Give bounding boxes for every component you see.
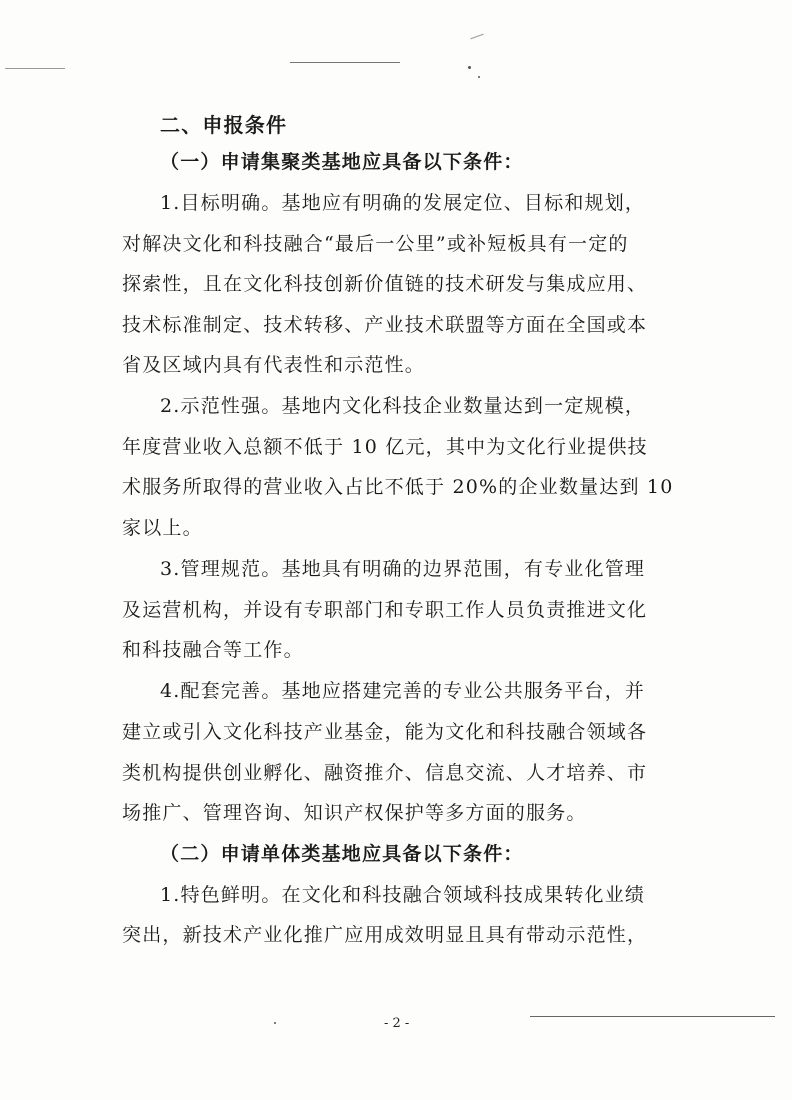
scan-artifact-line [290,62,400,63]
paragraph-line: 家以上。 [122,517,203,539]
paragraph-line: 和科技融合等工作。 [122,639,304,661]
scan-artifact-line [5,68,65,69]
paragraph-line: 2.示范性强。基地内文化科技企业数量达到一定规模， [160,395,646,417]
paragraph-line: 突出，新技术产业化推广应用成效明显且具有带动示范性， [122,924,648,946]
paragraph-line: 3.管理规范。基地具有明确的边界范围，有专业化管理 [160,558,646,580]
paragraph-line: 类机构提供创业孵化、融资推介、信息交流、人才培养、市 [122,762,648,784]
paragraph-line: 1.特色鲜明。在文化和科技融合领域科技成果转化业绩 [160,884,646,906]
paragraph-line: 技术标准制定、技术转移、产业技术联盟等方面在全国或本 [122,314,648,336]
paragraph-line: 探索性，且在文化科技创新价值链的技术研发与集成应用、 [122,273,648,295]
paragraph-line: 年度营业收入总额不低于 10 亿元，其中为文化行业提供技 [122,436,648,458]
scan-artifact-dot [274,1022,276,1024]
scan-artifact-line [470,34,483,40]
paragraph-line: 对解决文化和科技融合“最后一公里”或补短板具有一定的 [122,233,629,255]
paragraph-line: 1.目标明确。基地应有明确的发展定位、目标和规划， [160,192,646,214]
paragraph-line: 省及区域内具有代表性和示范性。 [122,354,426,376]
section-heading: 二、申报条件 [160,113,288,137]
page-number: - 2 - [384,1016,410,1031]
scan-artifact-dot [468,66,471,69]
subsection-heading: （一）申请集聚类基地应具备以下条件： [160,151,524,173]
subsection-heading: （二）申请单体类基地应具备以下条件： [160,843,524,865]
footer-rule [530,1016,775,1017]
paragraph-line: 建立或引入文化科技产业基金，能为文化和科技融合领域各 [122,721,648,743]
scan-artifact-dot [478,76,480,78]
paragraph-line: 及运营机构，并设有专职部门和专职工作人员负责推进文化 [122,599,648,621]
paragraph-line: 场推广、管理咨询、知识产权保护等多方面的服务。 [122,802,587,824]
paragraph-line: 4.配套完善。基地应搭建完善的专业公共服务平台，并 [160,680,646,702]
paragraph-line: 术服务所取得的营业收入占比不低于 20%的企业数量达到 10 [122,476,674,498]
